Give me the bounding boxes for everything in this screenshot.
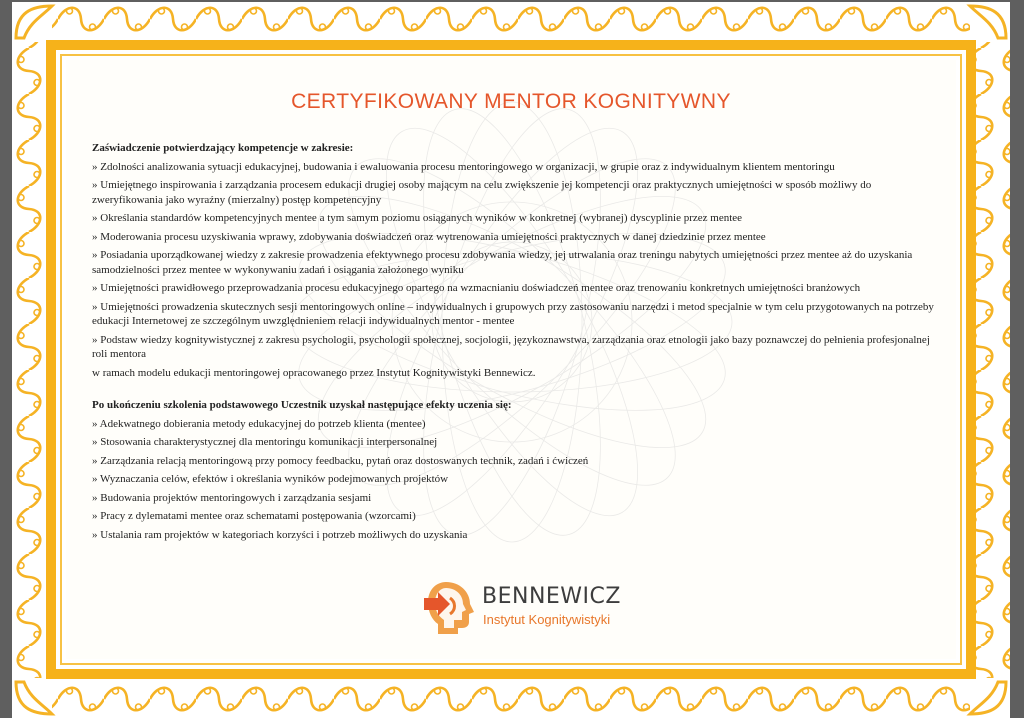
competence-item: » Posiadania uporządkowanej wiedzy z zakresie prowadzenia efektywnego procesu zdobywania wiedzy, jej utrwalania oraz treningu nabytych umiejętności przez mentee aż do uzyskania samodzielności przez mentee w wykonywaniu zadań i osiągania założonego wyniku — [92, 249, 913, 276]
outcome-item: » Budowania projektów mentoringowych i zarządzania sesjami — [92, 491, 372, 504]
certificate-body — [92, 141, 942, 546]
outcome-item: » Stosowania charakterystycznej dla mentoringu komunikacji interpersonalnej — [92, 436, 438, 448]
head-arrow-logo-icon — [420, 578, 476, 636]
outcome-item: » Pracy z dylematami mentee oraz schematami postępowania (wzorcami) — [92, 510, 416, 522]
outcome-item: » Ustalania ram projektów w kategoriach korzyści i potrzeb możliwych do uzyskania — [92, 528, 468, 541]
certificate-page — [12, 2, 1010, 718]
outcome-item: » Wyznaczania celów, efektów i określania wyników podejmowanych projektów — [92, 473, 449, 485]
competence-item: » Podstaw wiedzy kognitywistycznej z zakresu psychologii, psychologii społecznej, socjologii, językoznawstwa, zarządzania oraz etnologii jako bazy poznawczej do pełnienia profesjonalnej roli mentora — [92, 333, 930, 360]
certificate-title: CERTYFIKOWANY MENTOR KOGNITYWNY — [291, 90, 731, 113]
competence-item: » Zdolności analizowania sytuacji edukacyjnej, budowania i ewaluowania procesu mentoringowego w organizacji, w grupie oraz z indywidualnym klientem mentoringu — [92, 160, 835, 173]
competence-heading: Zaświadczenie potwierdzający kompetencje w zakresie: — [92, 142, 354, 154]
logo-subtitle: Instytut Kognitywistyki — [483, 612, 611, 627]
outcome-item: » Adekwatnego dobierania metody edukacyjnej do potrzeb klienta (mentee) — [92, 417, 426, 430]
competence-item: » Moderowania procesu uzyskiwania wprawy, zdobywania doświadczeń oraz wytrenowania umiejętności praktycznych w danej dziedzinie przez mentee — [92, 230, 766, 243]
competence-item: » Umiejętności prawidłowego przeprowadzania procesu edukacyjnego opartego na wzmacnianiu doświadczeń mentee oraz trenowaniu konkretnych umiejętności branżowych — [92, 282, 861, 294]
competence-item: » Określania standardów kompetencyjnych mentee a tym samym poziomu osiąganych wyników w konkretnej (wybranej) dyscyplinie przez mentee — [92, 212, 743, 224]
bennewicz-logo — [420, 578, 630, 638]
competence-item: » Umiejętnego inspirowania i zarządzania procesem edukacji drugiej osoby mającym na celu zwiększenie jej kompetencji oraz praktycznych umiejętności w sposób możliwy do zweryfikowania jako wyraźny (mierzalny) postęp kompetencyjny — [92, 179, 872, 206]
logo-name: BENNEWICZ — [482, 584, 621, 609]
competence-closing: w ramach modelu edukacji mentoringowej opracowanego przez Instytut Kognitywistyki Bennewicz. — [92, 366, 536, 379]
outcome-item: » Zarządzania relacją mentoringową przy pomocy feedbacku, pytań oraz dostoswanych technik, zadań i ćwiczeń — [92, 454, 589, 467]
competence-item: » Umiejętności prowadzenia skutecznych sesji mentoringowych online – indywidualnych i grupowych przy zastosowaniu narzędzi i metod specjalnie w tym celu przygotowanych na potrzeby edukacji Internetowej ze szczególnym uwzględnieniem relacji indywidualnych mentor - mentee — [92, 300, 934, 327]
outcomes-heading: Po ukończeniu szkolenia podstawowego Uczestnik uzyskał następujące efekty uczenia się: — [92, 399, 512, 411]
